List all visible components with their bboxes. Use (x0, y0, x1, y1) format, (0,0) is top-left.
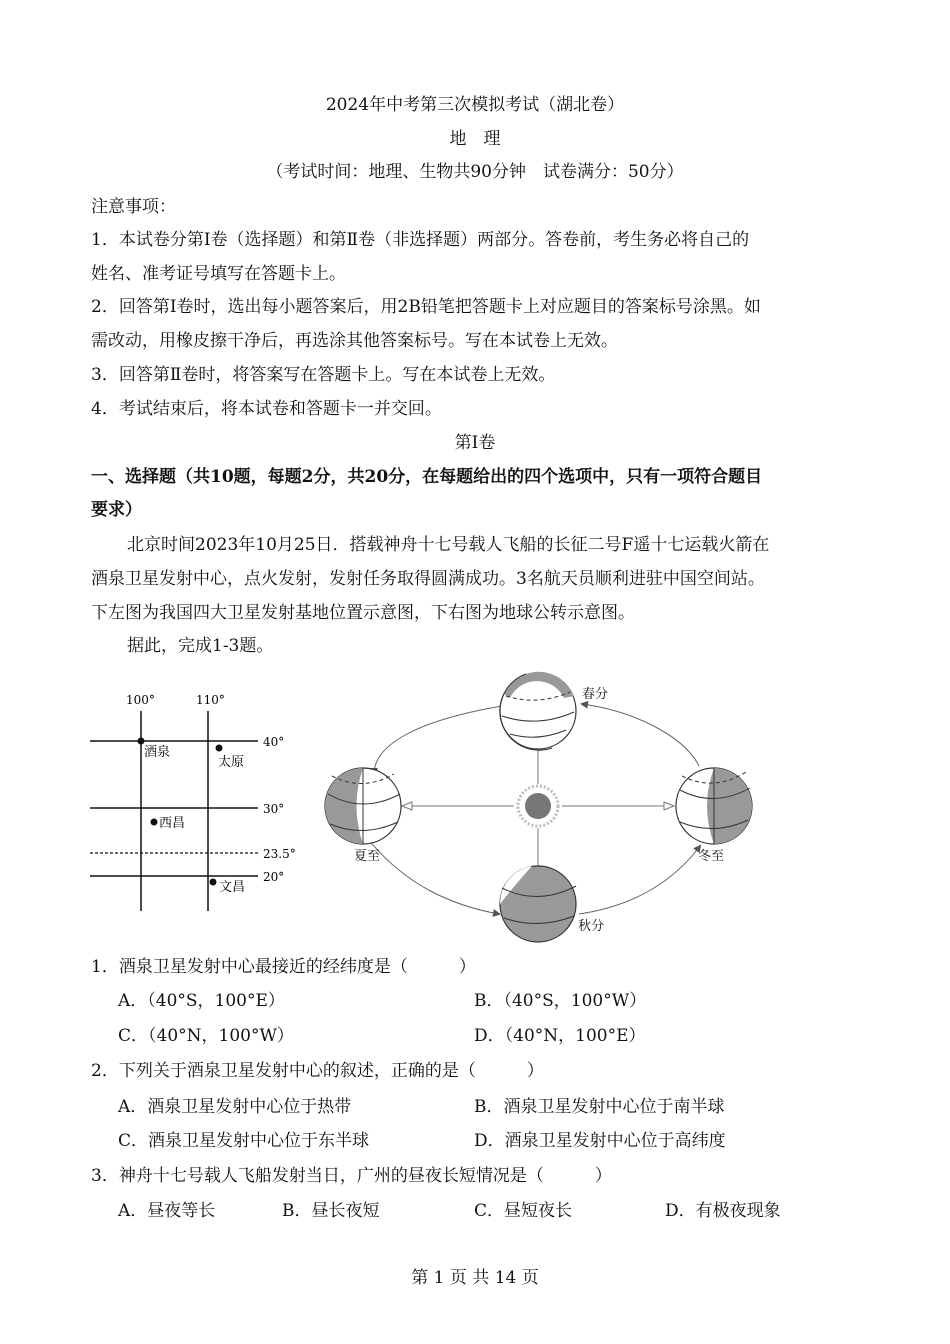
q3-option-a: A．昼夜等长 (118, 1201, 216, 1221)
q3-option-b: B．昼长夜短 (282, 1201, 380, 1221)
note-line: 姓名、准考证号填写在答题卡上。 (91, 264, 346, 284)
q3-option-c: C．昼短夜长 (474, 1201, 573, 1221)
page-number: 第 1 页 共 14 页 (411, 1268, 539, 1288)
globe-winter-solstice (676, 768, 752, 864)
site-label-jiuquan: 酒泉 (144, 745, 171, 760)
site-dot-xichang (151, 819, 158, 826)
site-dot-jiuquan (138, 738, 145, 745)
label-winter: 冬至 (698, 849, 725, 864)
q1-option-a: A．（40°S，100°E） (118, 991, 285, 1011)
site-dot-taiyuan (216, 745, 223, 752)
globe-spring-equinox (500, 672, 608, 750)
subject-title: 地 理 (449, 129, 501, 149)
globe-autumn-equinox (500, 866, 604, 942)
passage-line: 酒泉卫星发射中心，点火发射，发射任务取得圆满成功。3名航天员顺利进驻中国空间站。 (91, 569, 765, 589)
label-autumn: 秋分 (578, 919, 605, 934)
q2-option-d: D．酒泉卫星发射中心位于高纬度 (474, 1131, 726, 1151)
lat-label: 40° (263, 735, 285, 749)
orbit-arc (364, 834, 499, 914)
launch-sites-map (86, 684, 312, 916)
site-label-wenchang: 文昌 (219, 880, 246, 895)
question-1-stem: 1．酒泉卫星发射中心最接近的经纬度是（ ） (91, 957, 476, 977)
lat-label: 30° (263, 802, 285, 816)
ray-arrow (402, 802, 412, 810)
label-spring: 春分 (582, 687, 609, 702)
note-line: 1．本试卷分第Ⅰ卷（选择题）和第Ⅱ卷（非选择题）两部分。答卷前，考生务必将自己的 (91, 230, 750, 250)
note-line: 3．回答第Ⅱ卷时，将答案写在答题卡上。写在本试卷上无效。 (91, 365, 556, 385)
q2-option-a: A．酒泉卫星发射中心位于热带 (118, 1097, 352, 1117)
note-line: 2．回答第Ⅰ卷时，选出每小题答案后，用2B铅笔把答题卡上对应题目的答案标号涂黑。如 (91, 297, 761, 317)
q3-option-d: D．有极夜现象 (665, 1201, 781, 1221)
orbit-arc (582, 704, 699, 766)
orbit-arc (374, 706, 502, 774)
exam-title: 2024年中考第三次模拟考试（湖北卷） (325, 95, 625, 115)
lat-label: 20° (263, 870, 285, 884)
passage-prompt: 据此，完成1-3题。 (127, 636, 274, 656)
q1-option-c: C．（40°N，100°W） (118, 1026, 294, 1046)
time-note: （考试时间：地理、生物共90分钟 试卷满分：50分） (266, 162, 684, 182)
q1-option-b: B．（40°S，100°W） (474, 991, 647, 1011)
globe-summer-solstice (325, 768, 401, 864)
earth-revolution-diagram (314, 666, 764, 944)
passage-line: 下左图为我国四大卫星发射基地位置示意图，下右图为地球公转示意图。 (91, 603, 635, 623)
q2-option-c: C．酒泉卫星发射中心位于东半球 (118, 1131, 370, 1151)
lon-label: 110° (196, 693, 225, 707)
lat-label: 23.5° (263, 847, 296, 861)
note-line: 需改动，用橡皮擦干净后，再选涂其他答案标号。写在本试卷上无效。 (91, 331, 618, 351)
q1-option-d: D．（40°N，100°E） (474, 1026, 646, 1046)
notes-heading: 注意事项： (91, 197, 176, 217)
site-dot-wenchang (210, 879, 217, 886)
q2-option-b: B．酒泉卫星发射中心位于南半球 (474, 1097, 725, 1117)
label-summer: 夏至 (354, 849, 381, 864)
question-2-stem: 2．下列关于酒泉卫星发射中心的叙述，正确的是（ ） (91, 1061, 544, 1081)
site-label-xichang: 西昌 (159, 816, 186, 831)
section-heading: 一、选择题（共10题，每题2分，共20分，在每题给出的四个选项中，只有一项符合题目 (91, 467, 763, 487)
question-3-stem: 3．神舟十七号载人飞船发射当日，广州的昼夜长短情况是（ ） (91, 1166, 612, 1186)
ray-arrow (664, 802, 674, 810)
sun-icon (525, 793, 551, 819)
note-line: 4．考试结束后，将本试卷和答题卡一并交回。 (91, 399, 442, 419)
orbit-arc (579, 846, 700, 914)
lon-label: 100° (126, 693, 155, 707)
section-heading-cont: 要求） (91, 500, 142, 520)
site-label-taiyuan: 太原 (218, 755, 245, 770)
passage-line: 北京时间2023年10月25日．搭载神舟十七号载人飞船的长征二号F遥十七运载火箭在 (127, 535, 770, 555)
part-title: 第Ⅰ卷 (454, 433, 496, 453)
